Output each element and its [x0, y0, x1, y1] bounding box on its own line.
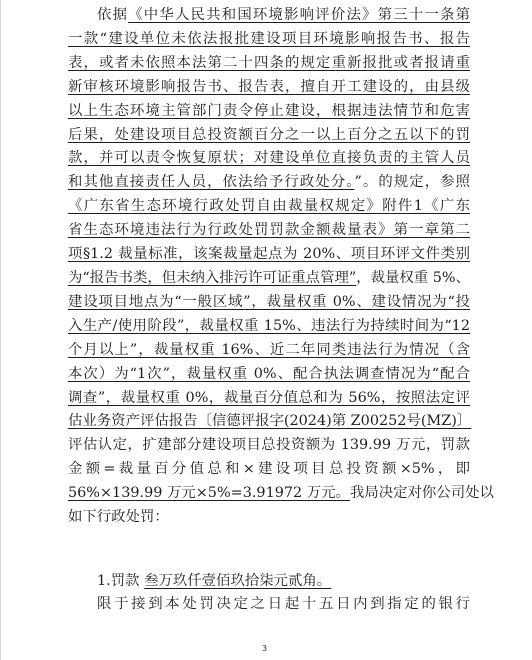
body-line-segment: 估业务资产评估报告〔信德评报字(2024)第 Z00252号(MZ)〕 [68, 413, 472, 430]
body-line [68, 506, 470, 530]
body-line-segment: 款，并可以责令恢复原状；对建设单位直接负责的主管人员 [68, 150, 470, 167]
body-line-segment: 本次）为“1次”，裁量权重 0%、配合执法调查情况为“配合 [68, 365, 470, 382]
body-line [68, 410, 470, 434]
body-line [68, 434, 470, 458]
scan-edge [0, 0, 1, 660]
body-line-segment: 以上生态环境主管部门责令停止建设，根据违法情节和危害 [68, 102, 470, 119]
body-line-segment: 个月以上”，裁量权重 16%、近二年同类违法行为情况（含 [68, 341, 470, 358]
body-line-segment: 为“报告书类，但未纳入排污许可证重点管理” [68, 269, 357, 286]
body-line [68, 171, 470, 195]
body-line-segment: 表，或者未依照本法第二十四条的规定重新报批或者报请重 [68, 54, 470, 71]
body-line-segment: 评估认定，扩建部分建设项目总投资额为 139.99 万元，罚款 [68, 437, 470, 454]
body-line [68, 52, 470, 76]
body-line [68, 291, 470, 315]
body-line [68, 243, 470, 267]
body-line [68, 315, 470, 339]
body-line [68, 482, 494, 506]
body-line [68, 387, 470, 411]
body-line [68, 219, 470, 243]
body-line-segment: 和其他直接责任人员，依法给予行政处分。 [68, 174, 355, 191]
body-line-segment: “建设单位未依法报批建设项目环境影响报告书、报告 [99, 30, 470, 47]
page-number: 3 [262, 644, 268, 653]
body-line-segment: 金额=裁量百分值总和×建设项目总投资额×5%，即 [68, 461, 470, 478]
body-line-segment: 调查”，裁量权重 0%，裁量百分值总和为 56%，按照法定评 [68, 389, 470, 406]
penalty-item-label: 1.罚款 [97, 573, 140, 589]
body-line [68, 4, 470, 28]
body-line-segment: 《中华人民共和国环境影响评价法》第三十一条第 [128, 7, 470, 23]
body-line-segment: 后果，处建设项目总投资额百分之一以上百分之五以下的罚 [68, 126, 470, 143]
penalty-amount: 叁万玖仟壹佰玖拾柒元贰角。 [144, 573, 332, 589]
body-line [68, 76, 470, 100]
body-line-segment: 一款 [68, 30, 100, 47]
body-line-segment: 56%×139.99 万元×5%=3.91972 万元。 [68, 485, 350, 502]
body-line-segment: ，裁量权重 5%、 [356, 269, 470, 286]
body-line [68, 124, 470, 148]
body-line [68, 339, 470, 363]
body-line-segment: 《广东省生态环境行政处罚自由裁量权规定》附件1《广东 [68, 198, 470, 215]
body-line [68, 267, 470, 291]
penalty-decision-body [68, 4, 494, 530]
body-line-segment: 省生态环境违法行为行政处罚罚款金额裁量表》第一章第二 [68, 222, 470, 239]
body-line [68, 28, 470, 52]
body-line-segment: 我局决定对你公司处以 [349, 485, 494, 502]
body-line [68, 458, 470, 482]
body-line [68, 100, 470, 124]
penalty-item [97, 569, 345, 590]
payment-deadline-line: 限于接到本处罚决定之日起十五日内到指定的银行 [97, 596, 470, 612]
body-line-segment: ”。的规定，参照 [354, 174, 470, 191]
body-line-segment: 新审核环境影响报告书、报告表，擅自开工建设的，由县级 [68, 78, 470, 95]
body-line [68, 147, 470, 171]
body-line-segment: 建设项目地点为“一般区域”，裁量权重 0%、建设情况为“投 [68, 293, 470, 310]
body-line [68, 195, 470, 219]
body-line-segment: 依据 [97, 7, 129, 23]
body-line-segment: 如下行政处罚： [68, 509, 169, 526]
body-line-segment: 项§1.2 裁量标准，该案裁量起点为 20%、项目环评文件类别 [68, 246, 470, 263]
body-line-segment: 入生产/使用阶段”，裁量权重 15%、违法行为持续时间为“12 [68, 317, 470, 334]
body-line [68, 363, 470, 387]
